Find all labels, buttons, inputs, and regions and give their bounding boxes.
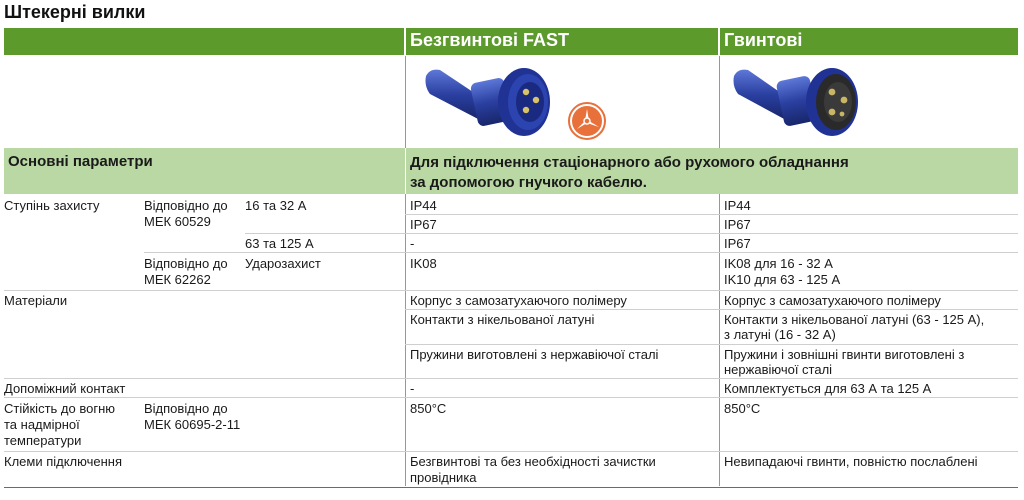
section-description-line2: за допомогою гнучкого кабелю. <box>410 174 647 191</box>
table-divider-left <box>405 194 406 486</box>
row-divider <box>405 344 1018 345</box>
column-header-screw: Гвинтові <box>724 30 803 50</box>
section-title-main-params: Основні параметри <box>8 153 153 170</box>
section-divider <box>405 148 406 194</box>
table-bottom-border <box>4 487 1018 488</box>
fast-plug-image <box>422 62 562 140</box>
row-divider <box>4 378 1018 379</box>
screw-ip67: IP67 <box>724 217 751 232</box>
protection-range2: 63 та 125 А <box>245 236 314 251</box>
fast-fire: 850°C <box>410 401 447 416</box>
screw-fire: 850°C <box>724 401 761 416</box>
fire-std-line1: Відповідно до <box>144 401 228 416</box>
screw-springs-line2: нержавіючої сталі <box>724 362 833 377</box>
row-divider <box>245 233 1018 234</box>
aux-label: Допоміжний контакт <box>4 381 126 396</box>
fast-range2-value: - <box>410 236 415 251</box>
screw-range2-value: IP67 <box>724 236 751 251</box>
screw-terminals: Невипадаючі гвинти, повністю послаблені <box>724 454 978 469</box>
screw-contacts-line1: Контакти з нікельованої латуні (63 - 125 А), <box>724 312 985 327</box>
fast-body: Корпус з самозатухаючого полімеру <box>410 293 627 308</box>
column-header-fast: Безгвинтові FAST <box>410 30 570 50</box>
row-divider <box>405 309 1018 310</box>
header-bar-params <box>4 28 404 55</box>
terminals-label: Клеми підключення <box>4 454 122 469</box>
fire-std-line2: МЕК 60695-2-11 <box>144 417 241 432</box>
fast-springs: Пружини виготовлені з нержавіючої сталі <box>410 347 659 362</box>
screw-plug-image <box>732 60 866 140</box>
page-title: Штекерні вилки <box>4 2 146 22</box>
fast-ik: IK08 <box>410 256 437 271</box>
protection-std2-line2: МЕК 62262 <box>144 272 211 287</box>
protection-std1-line1: Відповідно до <box>144 198 228 213</box>
screw-ik-line1: IK08 для 16 - 32 А <box>724 256 833 271</box>
row-divider <box>4 290 1018 291</box>
protection-impact: Ударозахист <box>245 256 321 271</box>
fast-terminals-line1: Безгвинтові та без необхідності зачистки <box>410 454 656 469</box>
screw-springs-line1: Пружини і зовнішні гвинти виготовлені з <box>724 347 965 362</box>
protection-std1-line2: МЕК 60529 <box>144 214 211 229</box>
protection-std2-line1: Відповідно до <box>144 256 228 271</box>
fast-ip44: IP44 <box>410 198 437 213</box>
screw-body: Корпус з самозатухаючого полімеру <box>724 293 941 308</box>
screw-ik-line2: IK10 для 63 - 125 А <box>724 272 841 287</box>
section-description <box>410 153 1010 193</box>
screw-aux: Комплектується для 63 А та 125 А <box>724 381 932 396</box>
row-divider <box>4 397 1018 398</box>
screw-contacts-line2: з латуні (16 - 32 А) <box>724 327 836 342</box>
fast-ip67: IP67 <box>410 217 437 232</box>
screw-ip44: IP44 <box>724 198 751 213</box>
section-description-line1: Для підключення стаціонарного або рухомого обладнання <box>410 154 849 171</box>
fire-label-line3: температури <box>4 433 82 448</box>
fire-label-line1: Стійкість до вогню <box>4 401 115 416</box>
row-divider <box>405 214 1018 215</box>
materials-label: Матеріали <box>4 293 68 308</box>
row-divider <box>4 451 1018 452</box>
image-divider-right <box>719 56 720 148</box>
table-divider-right <box>719 194 720 486</box>
fire-label-line2: та надмірної <box>4 417 80 432</box>
protection-label: Ступінь захисту <box>4 198 100 213</box>
image-divider-left <box>405 56 406 148</box>
fast-contacts: Контакти з нікельованої латуні <box>410 312 595 327</box>
fast-aux: - <box>410 381 415 396</box>
fast-terminals-line2: провідника <box>410 470 477 485</box>
row-divider <box>144 252 1018 253</box>
fast-screwless-badge-icon <box>567 101 607 141</box>
protection-range1: 16 та 32 А <box>245 198 307 213</box>
